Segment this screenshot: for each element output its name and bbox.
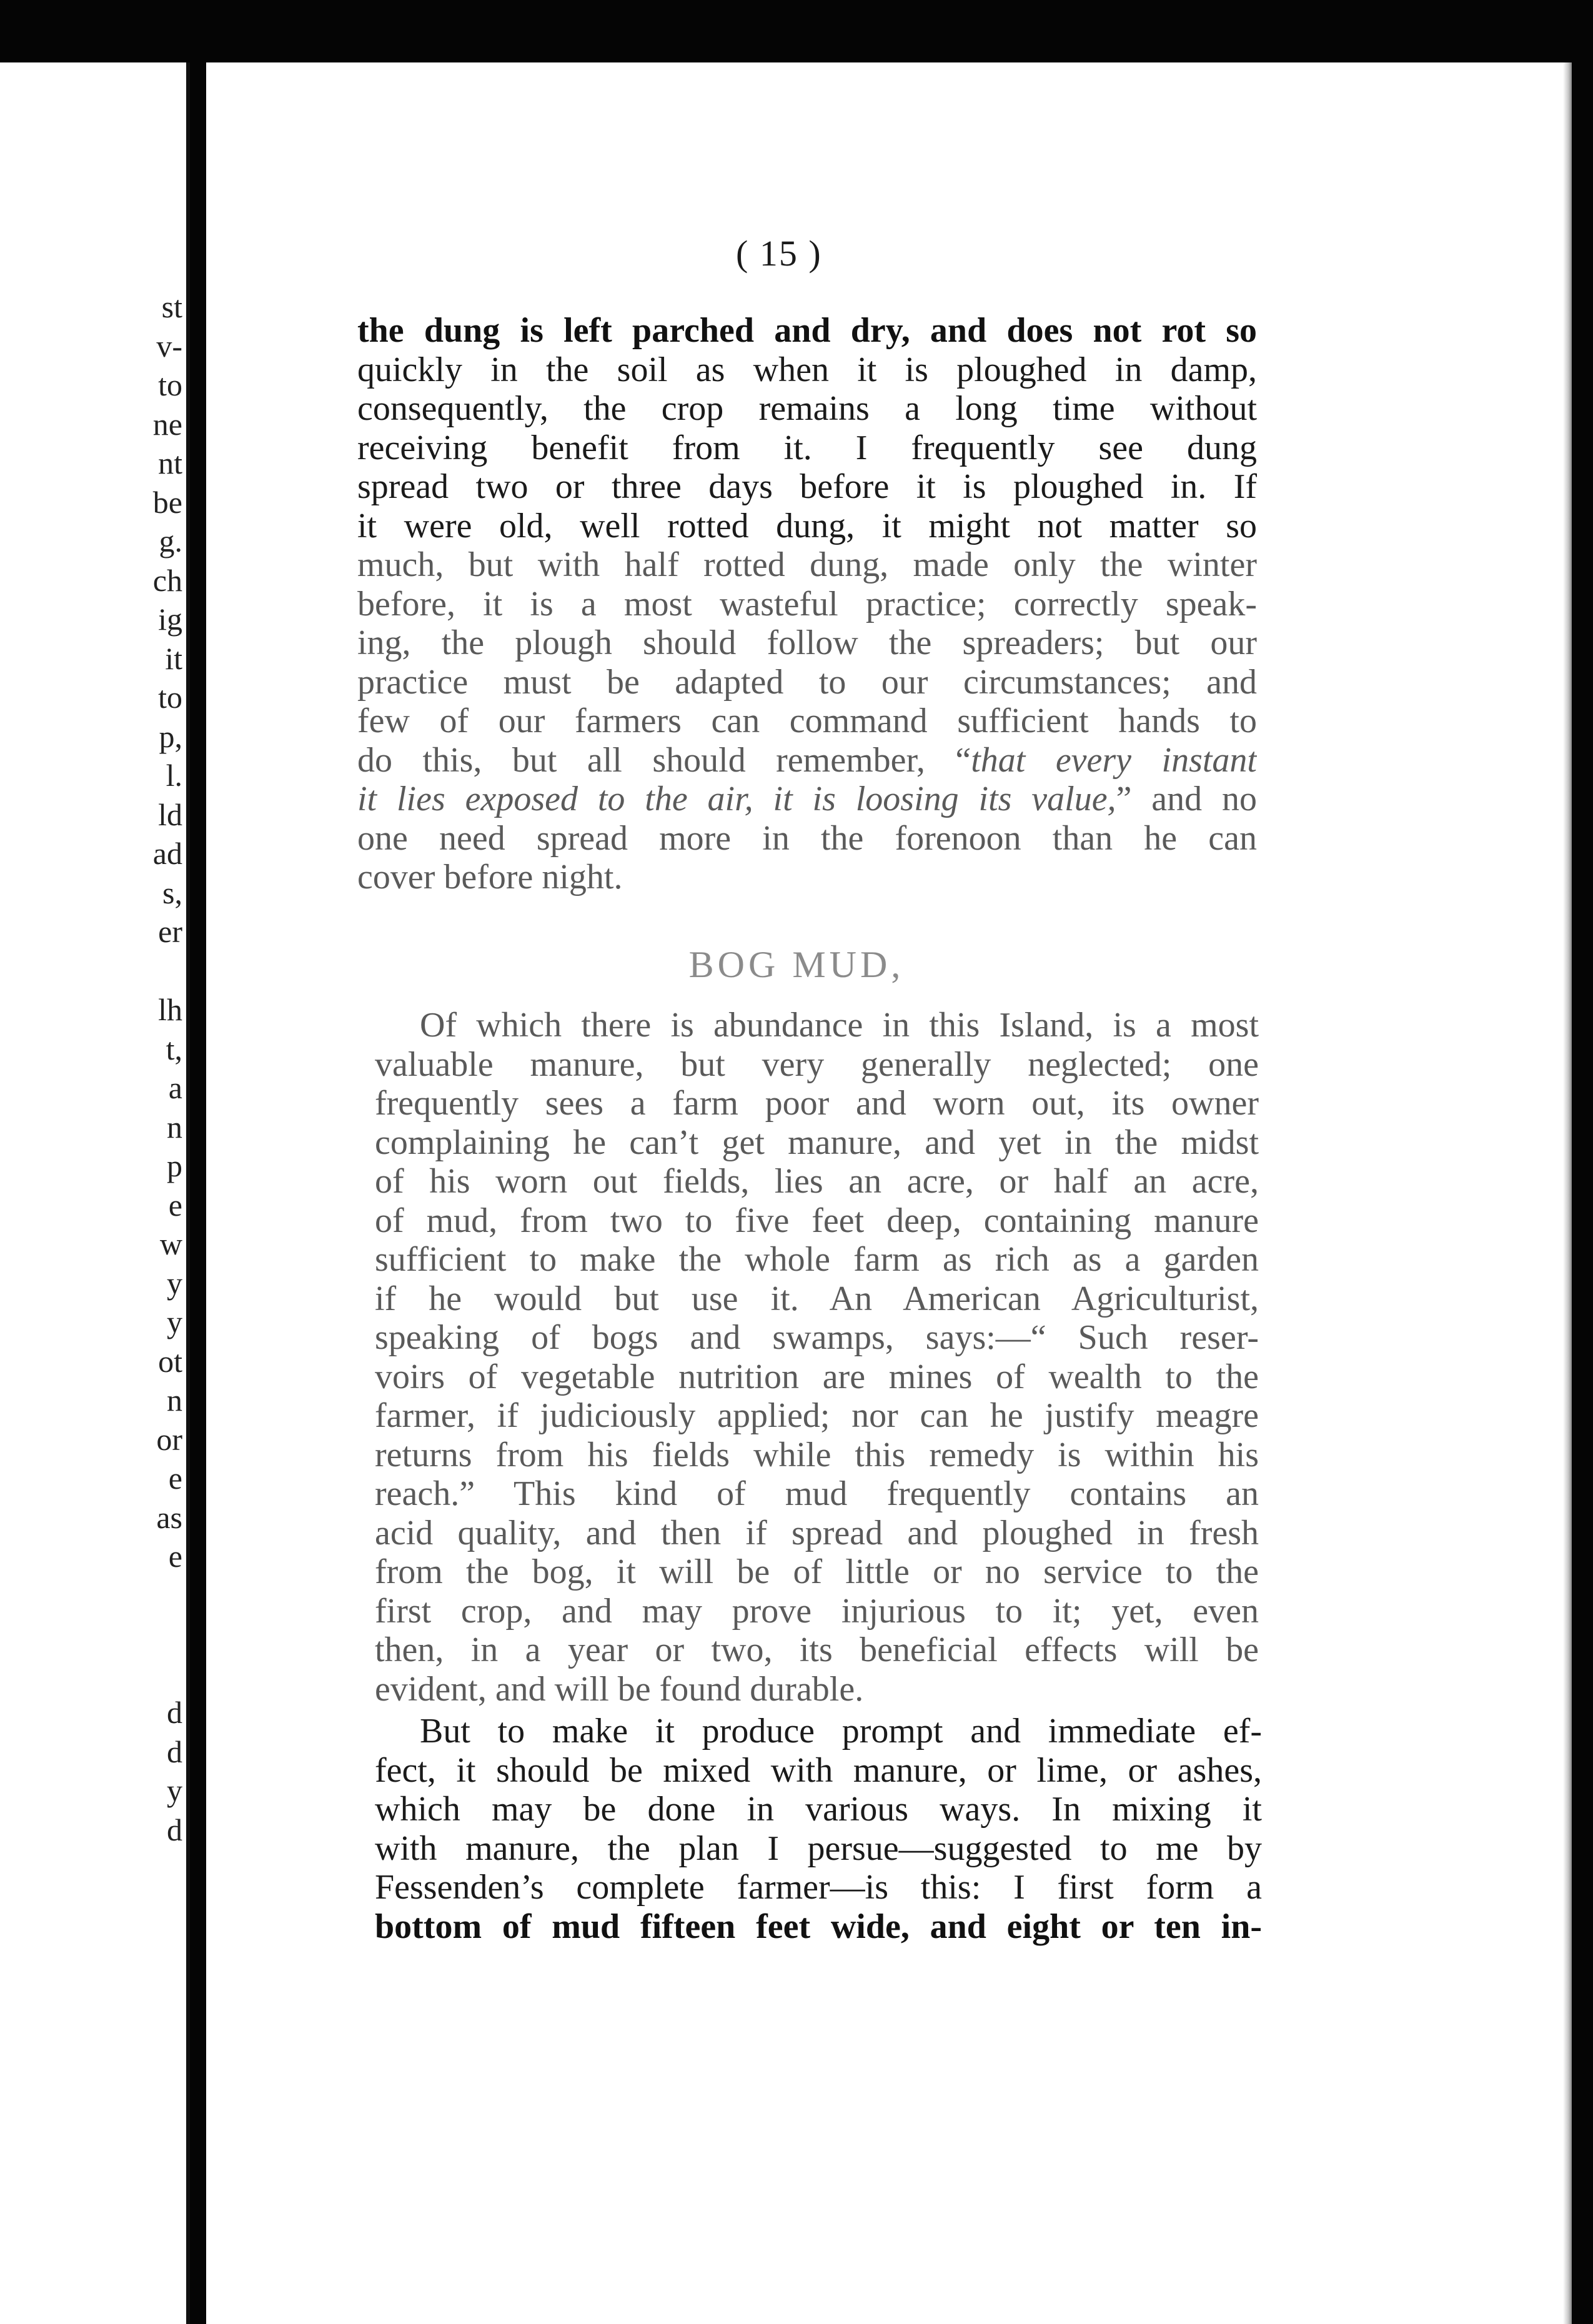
text-line: the dung is left parched and dry, and does not rot so <box>357 311 1257 350</box>
text-line: But to make it produce prompt and immediate ef- <box>420 1712 1262 1750</box>
facing-page-fragment: nt <box>158 445 182 480</box>
facing-page-fragment: p, <box>159 718 182 754</box>
scan-border-top <box>0 0 1593 62</box>
paragraph-bog-mud <box>375 1006 1259 1709</box>
text-line: spread two or three days before it is ploughed in. If <box>357 467 1257 506</box>
facing-page-fragment: ne <box>152 406 182 442</box>
text-line: reach.” This kind of mud frequently contains an <box>375 1474 1259 1513</box>
text-line: consequently, the crop remains a long time without <box>357 389 1257 428</box>
text-line: first crop, and may prove injurious to it; yet, even <box>375 1591 1259 1631</box>
facing-page-fragment: it <box>165 640 182 676</box>
facing-page-fragment: d <box>167 1734 182 1769</box>
facing-page-fragment: e <box>168 1461 182 1496</box>
text-line: acid quality, and then if spread and ploughed in fresh <box>375 1513 1259 1552</box>
text-span: ” and no <box>1116 780 1257 818</box>
facing-page-fragment: ig <box>158 602 182 637</box>
facing-page-fragment: st <box>161 289 182 324</box>
page-edge-shadow <box>1563 62 1572 2324</box>
facing-page-fragment: v- <box>156 328 182 364</box>
text-line: quickly in the soil as when it is ploughed in damp, <box>357 350 1257 389</box>
facing-page-fragment: be <box>152 484 182 520</box>
text-line: complaining he can’t get manure, and yet in the midst <box>375 1123 1259 1162</box>
text-line: fect, it should be mixed with manure, or lime, or ashes, <box>375 1750 1262 1790</box>
text-line: practice must be adapted to our circumstances; and <box>357 662 1257 702</box>
facing-page-fragment: ad <box>152 836 182 871</box>
text-line: of mud, from two to five feet deep, containing manure <box>375 1201 1259 1240</box>
facing-page-fragment: to <box>158 680 182 715</box>
text-line: it were old, well rotted dung, it might not matter so <box>357 506 1257 545</box>
facing-page-fragment: y <box>167 1773 182 1808</box>
text-line: valuable manure, but very generally neglected; one <box>375 1045 1259 1084</box>
text-line: if he would but use it. An American Agriculturist, <box>375 1279 1259 1318</box>
facing-page-fragment: w <box>159 1226 182 1261</box>
text-line-quote-end <box>357 780 1257 819</box>
text-line: Of which there is abundance in this Island, is a most <box>420 1006 1259 1045</box>
facing-page-fragment: e <box>168 1187 182 1223</box>
text-line: Fessenden’s complete farmer—is this: I first form a <box>375 1868 1262 1907</box>
scan-border-right <box>1572 0 1593 2324</box>
facing-page-fragment: t, <box>166 1031 182 1066</box>
text-line: ing, the plough should follow the spreaders; but our <box>357 623 1257 662</box>
facing-page-fragment: y <box>167 1304 182 1339</box>
text-line: sufficient to make the whole farm as rich as a garden <box>375 1240 1259 1279</box>
facing-page-fragment: to <box>158 367 182 402</box>
text-line: cover before night. <box>357 858 623 896</box>
facing-page-fragment: d <box>167 1812 182 1847</box>
paragraph-dung <box>357 311 1257 897</box>
text-line: evident, and will be found durable. <box>375 1669 864 1709</box>
text-span: do this, but all should remember, “ <box>357 740 971 780</box>
facing-page-fragment: l. <box>166 758 182 793</box>
facing-page-fragment: n <box>167 1383 182 1418</box>
quote-italic: it lies exposed to the air, it is loosing its value, <box>357 780 1116 818</box>
facing-page-margin <box>0 62 190 2324</box>
facing-page-fragment: or <box>156 1421 182 1457</box>
page-number: ( 15 ) <box>736 233 822 274</box>
text-line: from the bog, it will be of little or no service to the <box>375 1552 1259 1591</box>
text-line: returns from his fields while this remedy is within his <box>375 1435 1259 1474</box>
facing-page-fragment: d <box>167 1695 182 1730</box>
text-line: then, in a year or two, its beneficial effects will be <box>375 1631 1259 1669</box>
text-line: speaking of bogs and swamps, says:—“ Such reser- <box>375 1318 1259 1357</box>
facing-page-fragment: ld <box>158 797 182 832</box>
text-line: one need spread more in the forenoon than he can <box>357 818 1257 858</box>
section-heading: BOG MUD, <box>688 944 905 985</box>
text-line: farmer, if judiciously applied; nor can he justify meagre <box>375 1396 1259 1435</box>
facing-page-fragment: ch <box>152 562 182 598</box>
facing-page-fragment: as <box>156 1499 182 1535</box>
text-line: before, it is a most wasteful practice; correctly speak- <box>357 584 1257 623</box>
text-line: receiving benefit from it. I frequently see dung <box>357 428 1257 467</box>
text-line: which may be done in various ways. In mixing it <box>375 1790 1262 1829</box>
text-line: voirs of vegetable nutrition are mines of wealth to the <box>375 1357 1259 1396</box>
facing-page-fragment: g. <box>159 524 182 559</box>
text-line: few of our farmers can command sufficient hands to <box>357 702 1257 740</box>
facing-page-fragment: er <box>158 914 182 949</box>
facing-page-fragment: s, <box>162 875 182 910</box>
text-line: with manure, the plan I persue—suggested to me by <box>375 1829 1262 1868</box>
text-line: frequently sees a farm poor and worn out, its owner <box>375 1084 1259 1123</box>
facing-page-fragment: e <box>168 1539 182 1574</box>
facing-page-fragment: ot <box>158 1343 182 1379</box>
text-line: much, but with half rotted dung, made only the winter <box>357 545 1257 584</box>
quote-italic: that every instant <box>971 740 1257 780</box>
facing-page-fragment: y <box>167 1265 182 1301</box>
text-line-quote-start <box>357 741 1257 780</box>
facing-page-fragment: lh <box>158 992 182 1027</box>
paragraph-mixing <box>375 1712 1262 1946</box>
text-line: bottom of mud fifteen feet wide, and eight or ten in- <box>375 1907 1262 1946</box>
facing-page-fragment: n <box>167 1109 182 1145</box>
facing-page-fragment: p <box>167 1148 182 1183</box>
facing-page-fragment: a <box>168 1070 182 1105</box>
text-line: of his worn out fields, lies an acre, or half an acre, <box>375 1162 1259 1201</box>
